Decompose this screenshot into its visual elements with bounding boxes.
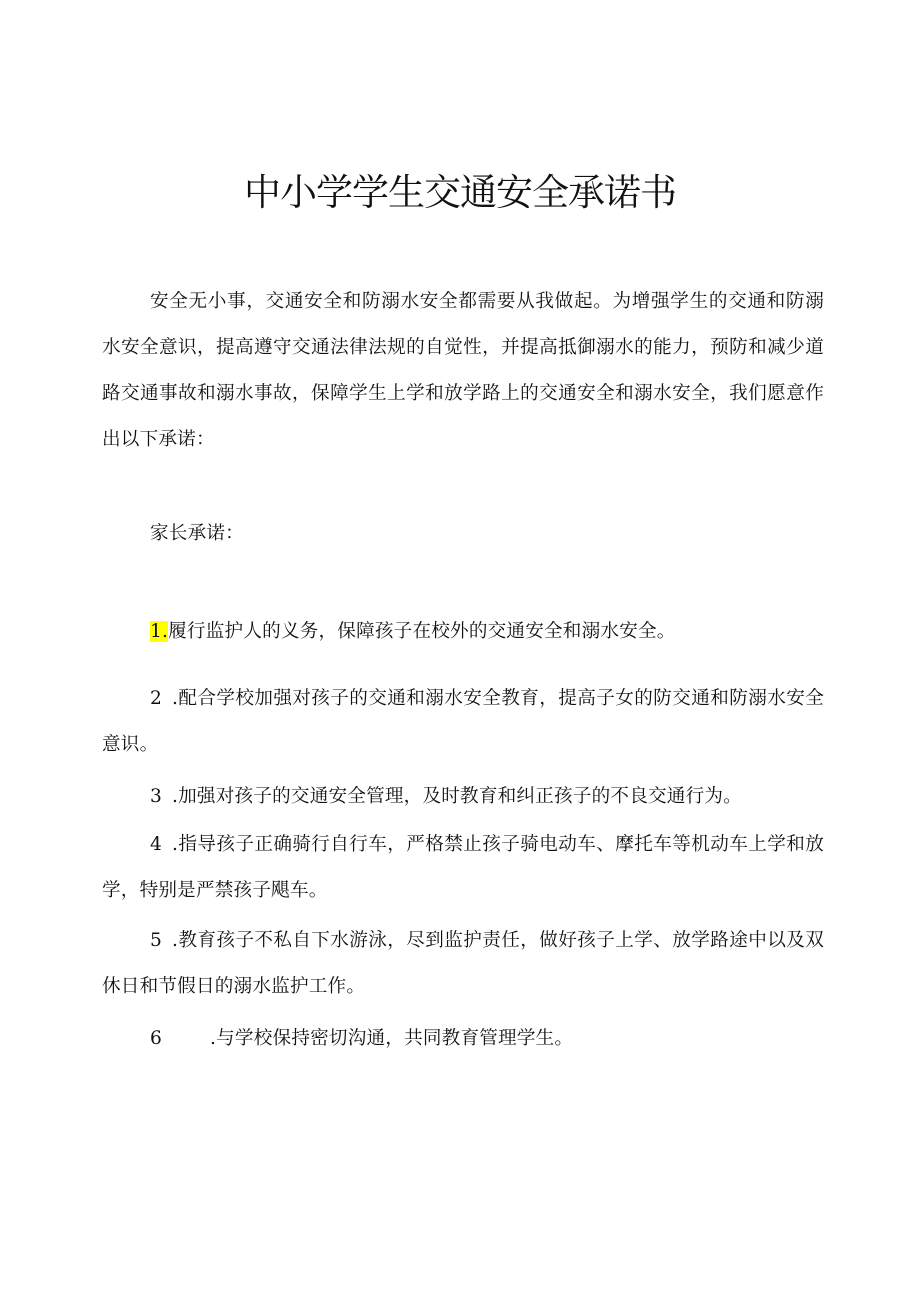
item-number-5: 5: [150, 930, 163, 951]
item-number-4: 4: [150, 834, 163, 855]
item-number-1: 1.: [150, 621, 169, 642]
commitment-item-2: [102, 676, 824, 768]
commitment-item-3: [102, 774, 824, 820]
commitment-item-5: [102, 918, 824, 1010]
item-text-1: 履行监护人的义务，保障孩子在校外的交通安全和溺水安全。: [168, 621, 676, 642]
commitment-item-1: [102, 609, 824, 655]
commitment-item-6: [102, 1016, 824, 1062]
item-number-2: 2: [150, 688, 163, 709]
item-text-2: .配合学校加强对孩子的交通和溺水安全教育，提高子女的防交通和防溺水安全意识。: [102, 688, 824, 755]
parent-commitment-heading: 家长承诺：: [150, 523, 244, 544]
item-text-6: .与学校保持密切沟通，共同教育管理学生。: [210, 1028, 574, 1049]
item-number-6: 6: [150, 1028, 163, 1049]
document-title: 中小学学生交通安全承诺书: [244, 171, 676, 214]
intro-paragraph: 安全无小事，交通安全和防溺水安全都需要从我做起。为增强学生的交通和防溺水安全意识，提高遵守交通法律法规的自觉性，并提高抵御溺水的能力，预防和减少道路交通事故和溺水事故，保障学生上学和放学路上的交通安全和溺水安全，我们愿意作出以下承诺：: [102, 291, 824, 450]
item-text-5: .教育孩子不私自下水游泳，尽到监护责任，做好孩子上学、放学路途中以及双休日和节假日的溺水监护工作。: [102, 930, 824, 997]
commitment-item-4: [102, 822, 824, 914]
item-number-3: 3: [150, 786, 163, 807]
item-text-4: .指导孩子正确骑行自行车，严格禁止孩子骑电动车、摩托车等机动车上学和放学，特别是严禁孩子飓车。: [102, 834, 824, 901]
item-text-3: .加强对孩子的交通安全管理，及时教育和纠正孩子的不良交通行为。: [172, 786, 742, 807]
